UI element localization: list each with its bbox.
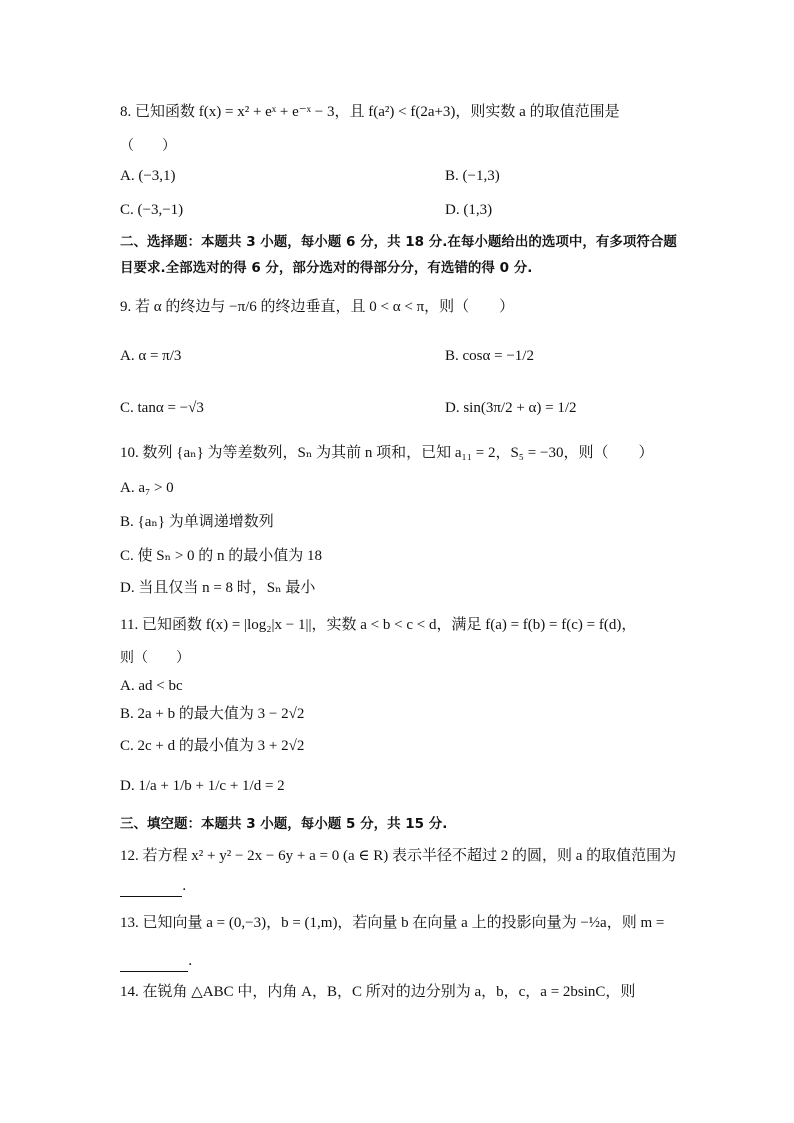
q14-stem: 14. 在锐角 △ABC 中，内角 A，B，C 所对的边分别为 a，b，c，a = 2bsinC，则 bbox=[120, 984, 636, 1000]
q9-stem: 9. 若 α 的终边与 −π/6 的终边垂直，且 0 < α < π，则（ ） bbox=[120, 299, 515, 315]
q10-option-b: B. {aₙ} 为单调递增数列 bbox=[120, 514, 274, 530]
q9-option-a: A. α = π/3 bbox=[120, 348, 182, 364]
q9-option-d: D. sin(3π/2 + α) = 1/2 bbox=[445, 400, 577, 416]
q8-option-c: C. (−3,−1) bbox=[120, 202, 184, 218]
q10-option-a: A. a₇ > 0 bbox=[120, 480, 174, 496]
q13-answer-line bbox=[120, 951, 192, 972]
q10-option-c: C. 使 Sₙ > 0 的 n 的最小值为 18 bbox=[120, 548, 323, 564]
q8-stem: 8. 已知函数 f(x) = x² + eˣ + e⁻ˣ − 3，且 f(a²) < f(2a+3)，则实数 a 的取值范围是 bbox=[120, 104, 620, 120]
q12-period: . bbox=[182, 878, 187, 894]
q10-stem: 10. 数列 {aₙ} 为等差数列，Sₙ 为其前 n 项和，已知 a₁₁ = 2，S₅ = −30，则（ ） bbox=[120, 445, 654, 461]
q13-period: . bbox=[188, 953, 193, 969]
section2-heading-line2: 目要求.全部选对的得 6 分，部分选对的得部分分，有选错的得 0 分. bbox=[120, 260, 533, 276]
q9-option-b: B. cosα = −1/2 bbox=[445, 348, 534, 364]
q13-stem: 13. 已知向量 a = (0,−3)，b = (1,m)，若向量 b 在向量 a 上的投影向量为 −½a，则 m = bbox=[120, 915, 665, 931]
q12-stem: 12. 若方程 x² + y² − 2x − 6y + a = 0 (a ∈ R) 表示半径不超过 2 的圆，则 a 的取值范围为 bbox=[120, 848, 677, 864]
q8-option-d: D. (1,3) bbox=[445, 202, 493, 218]
section2-heading-line1: 二、选择题：本题共 3 小题，每小题 6 分，共 18 分.在每小题给出的选项中，有多项符合题 bbox=[120, 234, 677, 250]
q11-stem: 11. 已知函数 f(x) = |log₂|x − 1||，实数 a < b < c < d，满足 f(a) = f(b) = f(c) = f(d)， bbox=[120, 617, 637, 633]
q10-option-d: D. 当且仅当 n = 8 时，Sₙ 最小 bbox=[120, 580, 316, 596]
q8-paren: （ ） bbox=[120, 138, 176, 154]
q11-option-d: D. 1/a + 1/b + 1/c + 1/d = 2 bbox=[120, 778, 285, 794]
section3-heading: 三、填空题：本题共 3 小题，每小题 5 分，共 15 分. bbox=[120, 816, 448, 832]
q8-option-a: A. (−3,1) bbox=[120, 168, 176, 184]
q11-option-c: C. 2c + d 的最小值为 3 + 2√2 bbox=[120, 738, 305, 754]
q11-option-a: A. ad < bc bbox=[120, 678, 183, 694]
q8-option-b: B. (−1,3) bbox=[445, 168, 500, 184]
q12-answer-line bbox=[120, 876, 186, 897]
q13-answer-blank[interactable] bbox=[120, 951, 188, 972]
q11-option-b: B. 2a + b 的最大值为 3 − 2√2 bbox=[120, 706, 305, 722]
q12-answer-blank[interactable] bbox=[120, 876, 182, 897]
q11-stem-cont: 则（ ） bbox=[120, 650, 190, 666]
q9-option-c: C. tanα = −√3 bbox=[120, 400, 204, 416]
